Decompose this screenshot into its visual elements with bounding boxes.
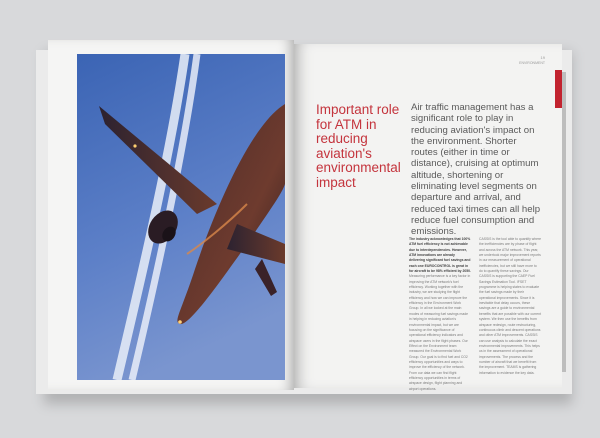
body-text: Measuring performance is a key factor in improving the ATM network's fuel efficiency. Working together with the industry, we are studying the flight efficiency and how we can improve the efficiency in the Environment Work Group. In all we looked at the main modes of measuring fuel savings made in helping in reducing aviation's environmental impact, but we are focusing on the significance of operational efficiency indicators and airspace users in the flight phases. Our Effect on the Environment team measured the Environmental Work Group. Our goal is to find fuel and CO2 efficiency opportunities and ways to improve the efficiency of the network. From our data we can find flight efficiency opportunities in terms of airspace design, flight planning and airport operations. — [409, 274, 471, 391]
page-number: 19 — [540, 55, 545, 60]
body-lead-text: The industry acknowledges that 100% ATM fuel efficiency is not achievable due to interdependencies. However, ATM innovations are already delivering significant fuel savings and each one EUROCONTROL is great in for aircraft to be 98% efficient by 2050. — [409, 237, 471, 274]
article-intro: Air traffic management has a significant role to play in reducing aviation's impact on the environment. Shorter routes (either in time or distance), cruising at optimum altitude, shortening or eliminating level segments on departure and arrival, and reduced taxi times can all help reduce fuel consumption and emissions. — [411, 102, 541, 238]
body-column-1 — [409, 237, 471, 392]
airplane-illustration — [77, 54, 285, 380]
running-header: ENVIRONMENT — [519, 61, 545, 65]
article-heading: Important role for ATM in reducing aviation's environmental impact — [316, 102, 401, 190]
airplane-photo — [77, 54, 285, 380]
section-tab-marker — [555, 70, 562, 108]
page-edge-strip — [562, 72, 566, 372]
body-column-2: CASSIS is the tool able to quantify where the inefficiencies are by phase of flight and across the ATM network. This year, we undertook major improvement reports in our measurement of operational inefficiencies, but we still have more to do to quantify these savings. Our CASSIS is supporting the CAEP Fuel Savings Estimation Tool. IFSET programme is helping states to evaluate the fuel savings made by their operational improvements. Since it is inevitable that delay occurs, these savings are a guide to environmental benefits that are possible with our current system. We then use the benefits from airspace redesign, route restructuring, continuous climb and descent operations and other ATM improvements. CASSIS can use analysis to calculate the exact environmental improvements. This helps us in the assessment of operational improvements. The process and the number of aircraft that we benefit from the improvement. TEAMS is gathering information to evidence the key data. — [479, 237, 542, 375]
